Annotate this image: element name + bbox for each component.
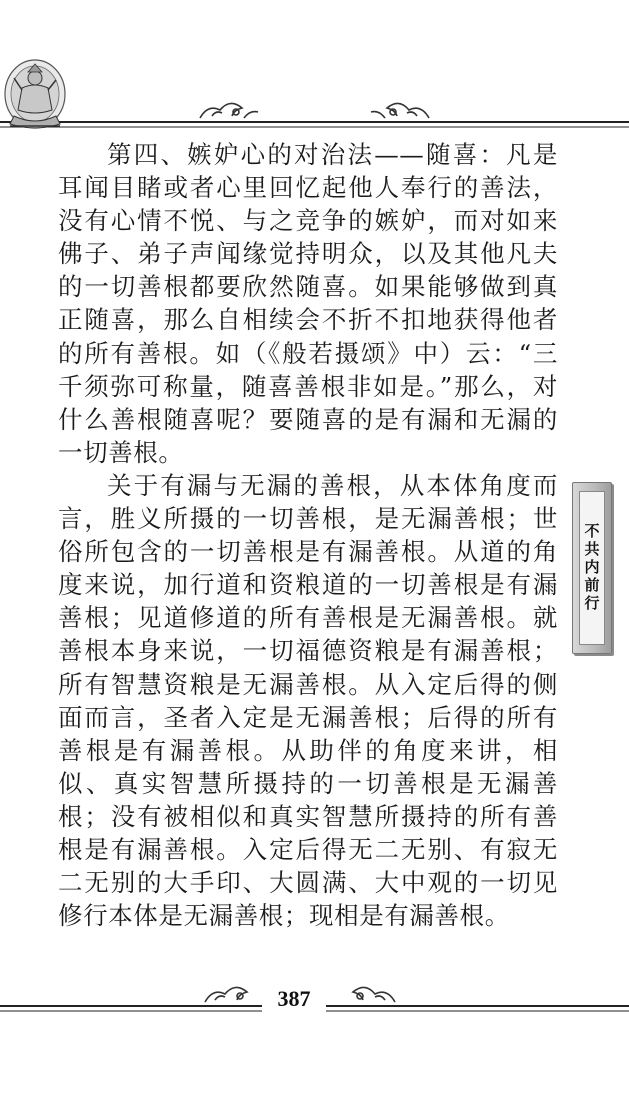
page-number: 387 bbox=[277, 986, 311, 1011]
body-text bbox=[58, 138, 558, 932]
paragraph: 关于有漏与无漏的善根，从本体角度而言，胜义所摄的一切善根，是无漏善根；世俗所包含的一切善根是有漏善根。从道的角度来说，加行道和资粮道的一切善根是有漏善根；见道修道的所有善根是无漏善根。就善根本身来说，一切福德资粮是有漏善根；所有智慧资粮是无漏善根。从入定后得的侧面而言，圣者入定是无漏善根；后得的所有善根是有漏善根。从助伴的角度来讲，相似、真实智慧所摄持的一切善根是无漏善根；没有被相似和真实智慧所摄持的所有善根是有漏善根。入定后得无二无别、有寂无二无别的大手印、大圆满、大中观的一切见修行本体是无漏善根；现相是有漏善根。 bbox=[58, 470, 558, 931]
header-ornament bbox=[0, 52, 629, 132]
side-tab bbox=[572, 482, 612, 654]
deity-figure-icon bbox=[0, 58, 70, 132]
side-tab-label: 不共内前行 bbox=[582, 523, 601, 613]
side-tab-inner bbox=[579, 491, 605, 645]
paragraph: 第四、嫉妒心的对治法——随喜：凡是耳闻目睹或者心里回忆起他人奉行的善法，没有心情不悦、与之竞争的嫉妒，而对如来佛子、弟子声闻缘觉持明众，以及其他凡夫的一切善根都要欣然随喜。如果能够做到真正随喜，那么自相续会不折不扣地获得他者的所有善根。如（《般若摄颂》中）云：“三千须弥可称量，随喜善根非如是。”那么，对什么善根随喜呢？要随喜的是有漏和无漏的一切善根。 bbox=[58, 140, 558, 467]
header-rule-icon bbox=[0, 52, 629, 132]
